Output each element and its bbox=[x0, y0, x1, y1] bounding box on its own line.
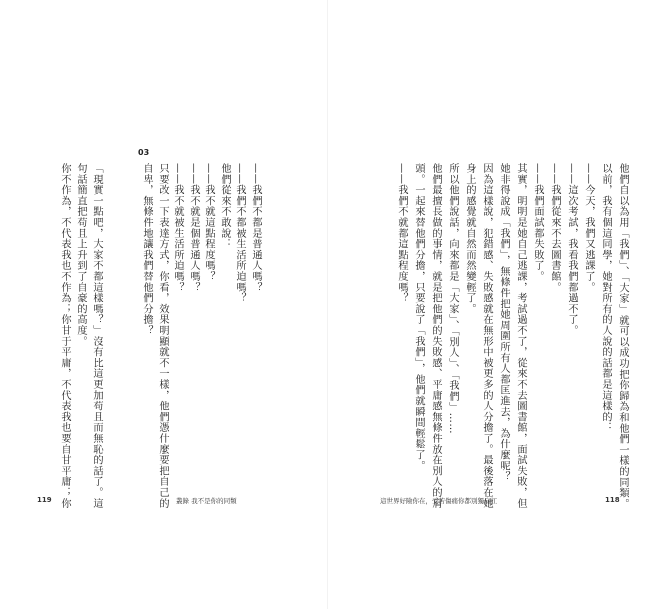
text-column: 頭。一起來替他們分擔，只要說了「我們」，他們就瞬間輕鬆了。 bbox=[413, 163, 424, 472]
text-column: 所以他們說話，向來都是「大家」、「別人」、「我們」…… bbox=[447, 163, 458, 435]
left-page-number bbox=[37, 496, 52, 504]
text-column: ——我們不就都這點程度嗎？ bbox=[396, 163, 407, 304]
text-column: 因為這樣說，犯錯感、失敗感就在無形中被更多的人分擔了。最後落在她 bbox=[481, 163, 492, 509]
text-column: 身上的感覺就自然而然變輕了。 bbox=[464, 163, 475, 315]
text-column: 自卑，無條件地讓我們替他們分擔？ bbox=[141, 163, 152, 336]
section-number: 03 bbox=[138, 148, 150, 157]
text-column: 他們自以為用「我們」、「大家」就可以成功把你歸為和他們一樣的同類。 bbox=[617, 163, 628, 510]
text-column: ——這次考試，我看我們都過不了。 bbox=[566, 163, 577, 336]
text-column: 他們最擅長做的事情，就是把他們的失敗感、平庸感無條件放在別人的肩 bbox=[430, 163, 441, 509]
right-page-number bbox=[605, 496, 620, 504]
text-column: ——我不就是個普通人嗎？ bbox=[188, 163, 199, 293]
text-column: ——我們從來不去圖書館。 bbox=[549, 163, 560, 293]
text-column: ——我們不都是普通人嗎？ bbox=[250, 163, 261, 293]
text-column: 「現實一點吧，大家不都這樣嗎？」沒有比這更加苟且而無恥的話了。這 bbox=[91, 163, 102, 509]
page-number: 118 bbox=[605, 496, 620, 504]
running-head: 叢錄 我不是你的同類 bbox=[176, 497, 237, 505]
text-column: 只要改一下表達方式，你看，效果明顯就不一樣，他們憑什麼要把自己的 bbox=[157, 163, 168, 509]
text-column: ——我不就被生活所迫嗎？ bbox=[172, 163, 183, 293]
text-column: ——我們面試都失敗了。 bbox=[532, 163, 543, 282]
text-column: 她非得說成「我們」，無條件把她周圍所有人都匡進去，為什麼呢？ bbox=[498, 163, 509, 482]
text-column: 他們從來不敢說： bbox=[219, 163, 230, 250]
running-head: 這世界好險你在，受苦傷痛你都別獨自扛 bbox=[380, 497, 497, 505]
text-column: ——我們不都被生活所迫嗎？ bbox=[234, 163, 245, 304]
left-page bbox=[0, 0, 327, 609]
text-column: 句話簡直把苟且上升到了自豪的高度。 bbox=[75, 163, 86, 347]
text-column: ——今天，我們又逃課了。 bbox=[583, 163, 594, 293]
left-running-head bbox=[176, 496, 237, 505]
text-column: 以前，我有個這同學，她對所有的人說的話都是這樣的： bbox=[600, 163, 611, 433]
page-number: 119 bbox=[37, 496, 52, 504]
right-running-head bbox=[380, 496, 497, 505]
text-column: ——我不就這點程度嗎？ bbox=[203, 163, 214, 282]
text-column: 其實，明明是她自己逃課，考試過不了，從來不去圖書館，面試失敗，但 bbox=[515, 163, 526, 509]
text-column: 你不作為，不代表我也不作為；你甘于平庸，不代表我也要自甘平庸；你 bbox=[59, 163, 70, 509]
right-page bbox=[328, 0, 655, 609]
